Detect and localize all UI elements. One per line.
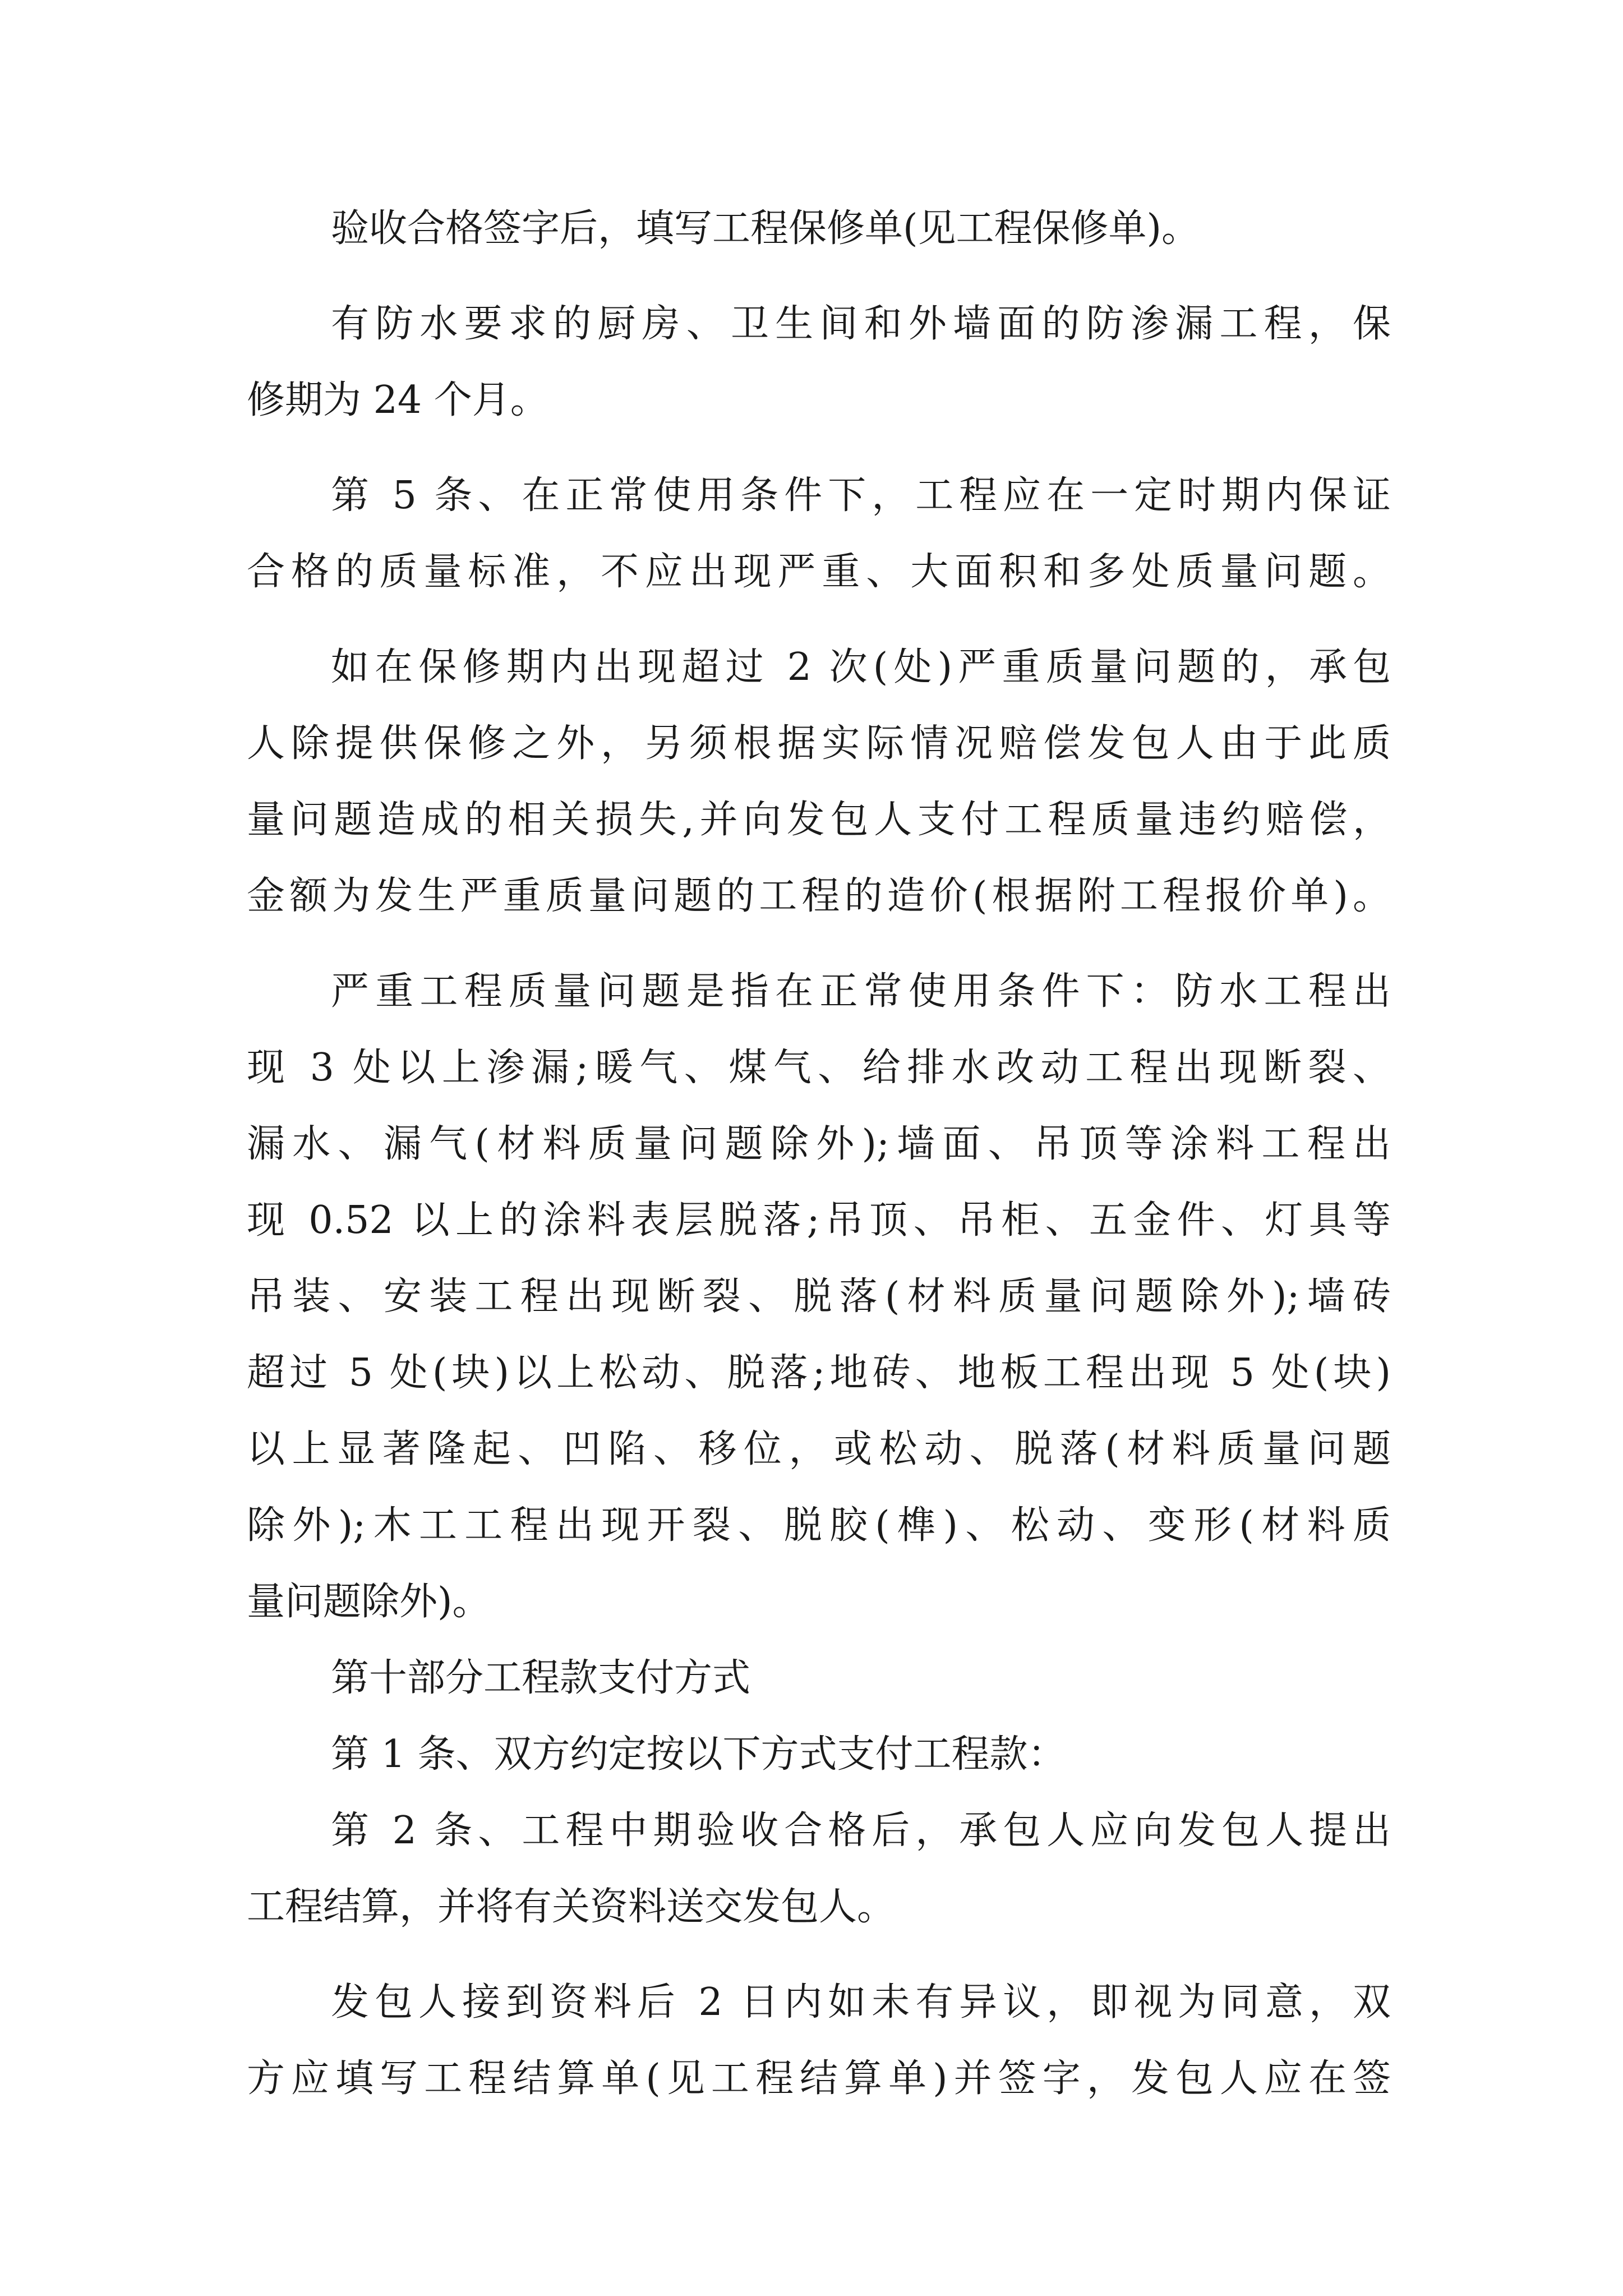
text-line: 第 1 条、双方约定按以下方式支付工程款： (331, 1732, 1066, 1777)
section-heading: 第十部分工程款支付方式 (331, 1656, 751, 1700)
text-line: 有防水要求的厨房、卫生间和外墙面的防渗漏工程，保 (331, 302, 1391, 346)
text-line: 合格的质量标准，不应出现严重、大面积和多处质量问题。 (247, 550, 1391, 594)
text-line: 量问题造成的相关损失,并向发包人支付工程质量违约赔偿， (247, 798, 1391, 842)
text-line: 修期为 24 个月。 (247, 378, 548, 422)
text-line: 严重工程质量问题是指在正常使用条件下：防水工程出 (331, 969, 1391, 1014)
text-line: 第 5 条、在正常使用条件下，工程应在一定时期内保证 (331, 473, 1391, 518)
text-line: 现 0.52 以上的涂料表层脱落;吊顶、吊柜、五金件、灯具等 (247, 1198, 1391, 1243)
text-line: 如在保修期内出现超过 2 次(处)严重质量问题的，承包 (331, 645, 1391, 689)
text-line: 验收合格签字后，填写工程保修单(见工程保修单)。 (331, 206, 1200, 251)
text-line: 发包人接到资料后 2 日内如未有异议，即视为同意，双 (331, 1980, 1391, 2024)
text-line: 除外);木工工程出现开裂、脱胶(榫)、松动、变形(材料质 (247, 1503, 1391, 1548)
text-line: 吊装、安装工程出现断裂、脱落(材料质量问题除外);墙砖 (247, 1274, 1391, 1319)
text-line: 以上显著隆起、凹陷、移位，或松动、脱落(材料质量问题 (247, 1427, 1391, 1471)
text-line: 超过 5 处(块)以上松动、脱落;地砖、地板工程出现 5 处(块) (247, 1351, 1391, 1395)
text-line: 第 2 条、工程中期验收合格后，承包人应向发包人提出 (331, 1809, 1391, 1853)
document-body (247, 191, 1391, 2117)
text-line: 漏水、漏气(材料质量问题除外);墙面、吊顶等涂料工程出 (247, 1122, 1391, 1166)
text-line: 方应填写工程结算单(见工程结算单)并签字，发包人应在签 (247, 2056, 1391, 2101)
text-line: 金额为发生严重质量问题的工程的造价(根据附工程报价单)。 (247, 874, 1391, 918)
text-line: 量问题除外)。 (247, 1580, 491, 1624)
text-line: 人除提供保修之外，另须根据实际情况赔偿发包人由于此质 (247, 721, 1391, 766)
text-line: 工程结算，并将有关资料送交发包人。 (247, 1885, 896, 1929)
text-line: 现 3 处以上渗漏;暖气、煤气、给排水改动工程出现断裂、 (247, 1046, 1391, 1090)
